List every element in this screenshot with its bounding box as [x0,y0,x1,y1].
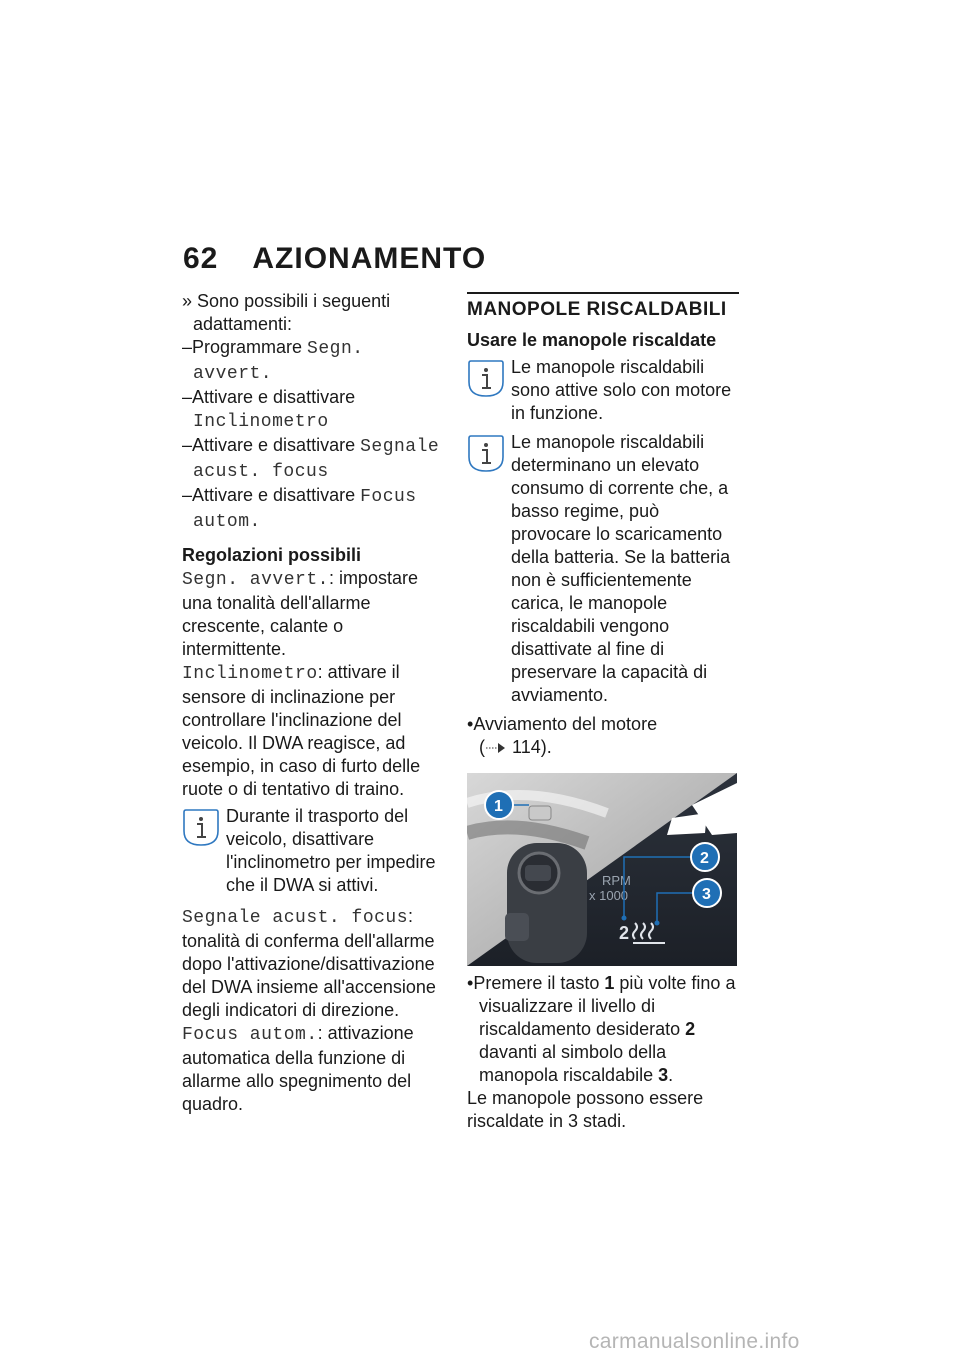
code-label: Inclinometro [182,664,318,684]
callout-2 [691,843,719,871]
dash-marker: – [182,387,193,407]
bullet-marker: • [467,714,474,734]
info-note [467,356,739,425]
desc-segn-avvert [182,567,444,661]
code-label: Segn. avvert. [182,570,329,590]
watermark: carmanualsonline.info [589,1330,800,1353]
info-note [182,805,444,897]
note-body: determinano un elevato consumo di corrente che, a basso regime, può provocare lo scaricamento della batteria. Se la batteria non è sufficientemente carica, le manopole riscaldabili vengono disattivate al fine di preservare la capacità di avviamento. [511,455,731,705]
rpm-label: RPM [602,873,631,888]
desc-text: : impostare una tonalità dell'allarme crescente, calante o intermittente. [182,568,418,659]
option-prefix: Attivare e disattivare [192,387,356,407]
ref-paren: ( [479,737,485,757]
note-first-line: Le manopole riscaldabili [511,432,705,452]
handlebar-illustration [467,773,737,966]
dash-marker: – [182,337,193,357]
bullet-press-button [467,972,739,1087]
svg-text:3: 3 [702,886,711,903]
option-prefix: Attivare e disattivare [192,485,361,505]
page-reference[interactable]: 114). [512,737,552,757]
bullet-marker: • [467,973,474,993]
callout-1 [485,791,513,819]
page-number: 62 [183,242,219,275]
desc-segnale-acust [182,905,444,1022]
callout-3 [693,879,721,907]
section-title: MANOPOLE RISCALDABILI [467,299,727,320]
ref-3: 3 [658,1065,669,1085]
handlebar-figure [467,773,737,966]
bullet-text: Premere il tasto [473,973,605,993]
info-icon [467,358,505,398]
bullet-text: Avviamento del motore [473,714,658,734]
option-prefix: Attivare e disattivare [192,435,361,455]
lower-switch[interactable] [505,913,529,941]
subheading-heated-grips: Usare le manopole riscaldate [467,330,717,350]
bullet-text: . [668,1065,674,1085]
desc-text: : tonalità di conferma dell'allarme dopo l'attivazione/disattivazione del DWA insieme all'accensione degli indicatori di direzione. [182,906,436,1020]
bullet-text: davanti al simbolo della manopola riscaldabile [479,1042,667,1085]
closing-paragraph: Le manopole possono essere riscaldate in 3 stadi. [467,1088,704,1131]
dash-marker: – [182,485,193,505]
desc-focus-autom [182,1022,444,1116]
desc-text: : attivare il sensore di inclinazione per controllare l'inclinazione del veicolo. Il DWA reagisce, ad esempio, in caso di furto delle ruote o di tentativo di traino. [182,662,421,799]
info-note [467,431,739,707]
option-item [182,336,444,386]
svg-text:1: 1 [494,798,503,815]
svg-text:2: 2 [700,850,709,867]
note-body: veicolo, disattivare l'inclinometro per impedire che il DWA si attivi. [226,829,436,895]
rpm-unit: x 1000 [589,888,629,903]
page-reference-arrow-icon [485,742,507,754]
option-item [182,434,444,484]
option-prefix: Programmare [192,337,308,357]
note-first-line: Durante il trasporto del [226,806,409,826]
section-rule [467,292,739,294]
note-body: sono attive solo con motore in funzione. [511,380,732,423]
option-code: Inclinometro [193,412,329,432]
info-icon [182,807,220,847]
info-icon [467,433,505,473]
intro-text: Sono possibili i seguenti adattamenti: [193,291,391,334]
option-code: Segn. avvert. [193,339,364,384]
code-label: Segnale acust. focus [182,908,409,928]
note-first-line: Le manopole riscaldabili [511,357,705,377]
desc-inclinometro [182,661,444,801]
bullet-start-engine [467,713,739,759]
option-code: Focus autom. [193,487,417,532]
desc-text: : attivazione automatica della funzione di allarme allo spegnimento del quadro. [182,1023,414,1114]
chevron-marker: » [182,291,193,311]
ref-2: 2 [685,1019,696,1039]
heat-level-value: 2 [619,923,630,943]
code-label: Focus autom. [182,1025,318,1045]
option-code: Segnale acust. focus [193,437,440,482]
subheading-settings: Regolazioni possibili [182,545,362,565]
heated-grip-button[interactable] [529,806,551,820]
ref-1: 1 [604,973,615,993]
left-column [182,290,444,1116]
intro-paragraph [182,290,444,336]
page-header [183,242,486,276]
option-item [182,484,444,534]
dash-marker: – [182,435,193,455]
option-item [182,386,444,434]
right-column [467,290,739,1133]
bullet-text: più volte fino a visualizzare il livello di riscaldamento desiderato [479,973,736,1039]
page-title: AZIONAMENTO [252,242,487,275]
